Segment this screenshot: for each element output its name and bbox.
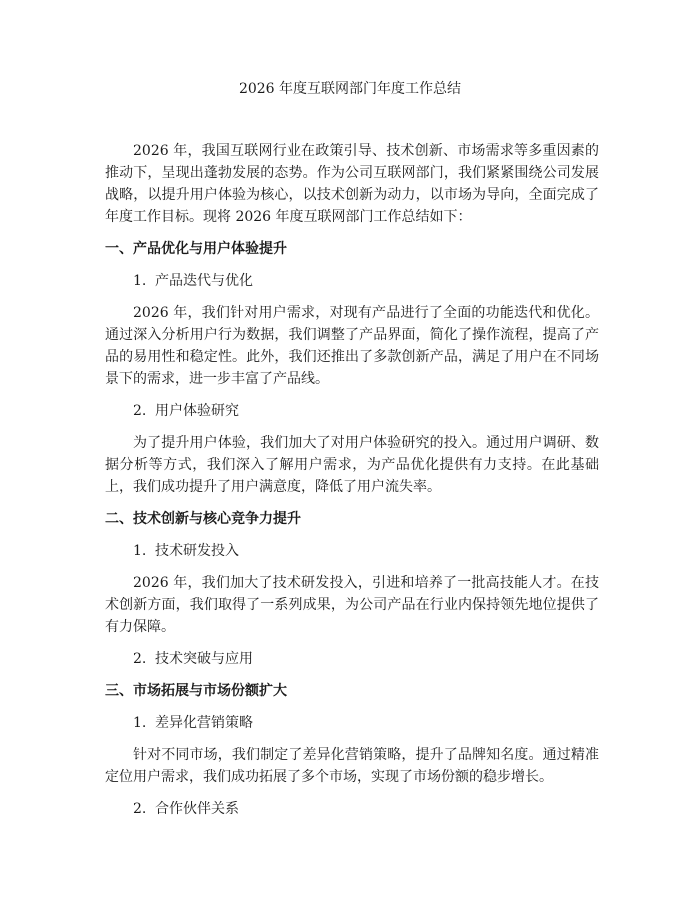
subsection-number: 2. <box>133 801 147 817</box>
subsection-title: 用户体验研究 <box>155 403 239 419</box>
subsection-heading <box>105 270 599 292</box>
subsection-heading <box>105 798 599 820</box>
subsection-number: 1. <box>133 273 147 289</box>
subsection-title: 技术研发投入 <box>155 543 239 559</box>
subsection-title: 技术突破与应用 <box>155 651 253 667</box>
section-heading-3: 三、市场拓展与市场份额扩大 <box>105 683 287 699</box>
section-heading-2: 二、技术创新与核心竞争力提升 <box>105 511 301 527</box>
subsection-number: 1. <box>133 543 147 559</box>
subsection-heading <box>105 648 599 670</box>
subsection-number: 2. <box>133 403 147 419</box>
subsection-paragraph: 针对不同市场，我们制定了差异化营销策略，提升了品牌知名度。通过精准定位用户需求，我们成功拓展了多个市场，实现了市场份额的稳步增长。 <box>105 747 599 785</box>
subsection-heading <box>105 712 599 734</box>
document-body <box>105 140 599 830</box>
section-heading-1: 一、产品优化与用户体验提升 <box>105 241 287 257</box>
subsection-title: 差异化营销策略 <box>155 715 253 731</box>
subsection-paragraph: 为了提升用户体验，我们加大了对用户体验研究的投入。通过用户调研、数据分析等方式，我们深入了解用户需求，为产品优化提供有力支持。在此基础上，我们成功提升了用户满意度，降低了用户流失率。 <box>105 435 599 495</box>
subsection-heading <box>105 540 599 562</box>
subsection-paragraph: 2026 年，我们加大了技术研发投入，引进和培养了一批高技能人才。在技术创新方面，我们取得了一系列成果，为公司产品在行业内保持领先地位提供了有力保障。 <box>105 575 599 635</box>
subsection-title: 产品迭代与优化 <box>155 273 253 289</box>
subsection-number: 2. <box>133 651 147 667</box>
subsection-heading <box>105 400 599 422</box>
subsection-title: 合作伙伴关系 <box>155 801 239 817</box>
intro-paragraph: 2026 年，我国互联网行业在政策引导、技术创新、市场需求等多重因素的推动下，呈现出蓬勃发展的态势。作为公司互联网部门，我们紧紧围绕公司发展战略，以提升用户体验为核心，以技术创新为动力，以市场为导向，全面完成了年度工作目标。现将 2026 年度互联网部门工作总结如下： <box>105 143 599 225</box>
document-title: 2026 年度互联网部门年度工作总结 <box>238 81 462 97</box>
subsection-paragraph: 2026 年，我们针对用户需求，对现有产品进行了全面的功能迭代和优化。通过深入分析用户行为数据，我们调整了产品界面，简化了操作流程，提高了产品的易用性和稳定性。此外，我们还推出了多款创新产品，满足了用户在不同场景下的需求，进一步丰富了产品线。 <box>105 305 599 387</box>
subsection-number: 1. <box>133 715 147 731</box>
